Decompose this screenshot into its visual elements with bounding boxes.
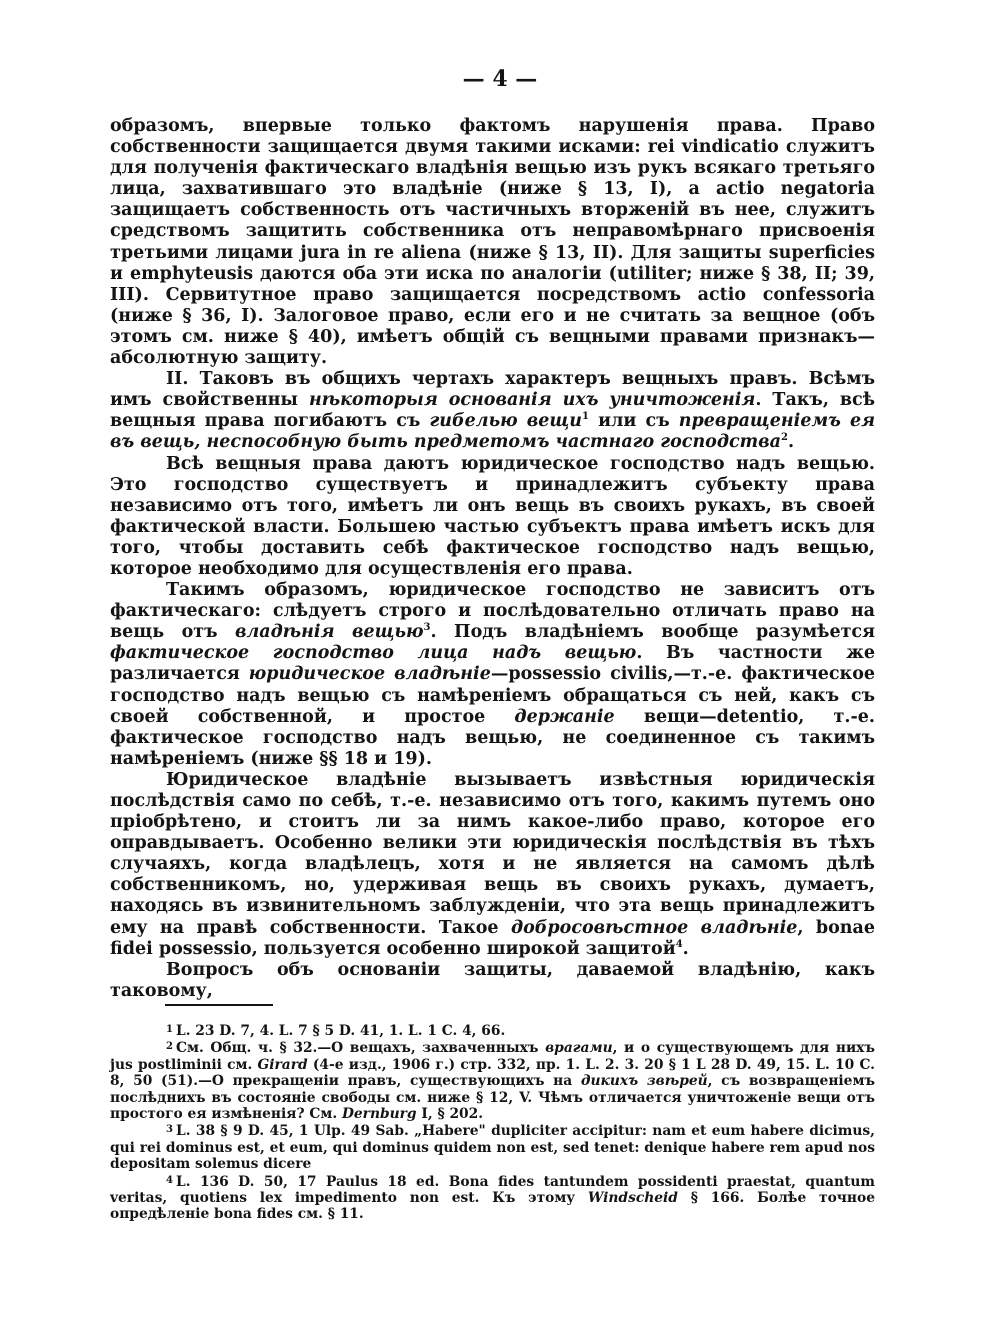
text-run: См. Общ. ч. § 32.—О вещахъ, захваченныхъ	[176, 1040, 546, 1057]
emphasis-text: владѣнія вещью	[234, 622, 424, 643]
footnote-ref: 4	[675, 938, 683, 950]
text-run: § 166. Болѣе точное опредѣленіе bona fides см. § 11.	[110, 1190, 875, 1223]
footnote	[110, 1122, 875, 1172]
text-run: или съ	[588, 411, 679, 432]
paragraph	[110, 580, 875, 770]
text-run: вещи—detentio, т.-е. фактическое господство надъ вещью, не соединенное съ такимъ намѣреніемъ (ниже §§ 18 и 19).	[110, 706, 875, 769]
text-run: Такимъ образомъ, юридическое господство не зависитъ отъ фактическаго: слѣдуетъ строго и послѣдовательно отличать право на вещь отъ	[110, 580, 875, 643]
footnote	[110, 1022, 875, 1039]
footnotes	[110, 1022, 875, 1223]
footnote-mark: 1	[166, 1024, 173, 1035]
emphasis-text: держаніе	[514, 706, 615, 727]
page-number: — 4 —	[462, 66, 538, 92]
footnote-ref: 2	[781, 432, 788, 444]
text-run: .	[682, 938, 689, 959]
emphasis-text: превращеніемъ ея въ вещь, неспособную быть предметомъ частнаго господства	[110, 411, 876, 453]
footnote-ref: 3	[423, 622, 431, 634]
text-run: , и о существующемъ для нихъ jus postliminii см.	[110, 1040, 875, 1073]
emphasis-text: Girard	[257, 1056, 308, 1073]
text-run: , съ возвращеніемъ послѣднихъ въ состояніе свободы см. ниже § 12, V. Чѣмъ отличается уничтоженіе вещи отъ простого ея измѣненія? См.	[110, 1073, 876, 1123]
emphasis-text: гибелью вещи	[429, 411, 582, 432]
text-run: II. Таковъ въ общихъ чертахъ характеръ вещныхъ правъ. Всѣмъ имъ свойственны	[110, 369, 875, 411]
text-run: L. 38 § 9 D. 45, 1 Ulp. 49 Sab. „Habere" dupliciter accipitur: nam et eum habere dicimus, qui rei dominus est, et eum, qui dominus quidem non est, sed tenet: denique habere rem apud nos depositam solemus dicere	[110, 1123, 875, 1173]
emphasis-text: фактическое господство лица надъ вещью	[110, 643, 637, 664]
footnote-separator	[165, 1004, 273, 1006]
text-run: . Въ частности же различается	[110, 643, 875, 685]
emphasis-text: Windscheid	[587, 1190, 678, 1207]
text-run: I, § 202.	[416, 1106, 484, 1123]
paragraph	[110, 369, 875, 453]
text-run: Вопросъ объ основаніи защиты, даваемой владѣнію, какъ таковому,	[110, 959, 875, 1001]
emphasis-text: юридическое владѣніе	[248, 664, 491, 685]
body-text	[110, 116, 875, 1002]
footnote-mark: 4	[166, 1174, 173, 1186]
text-run: .	[787, 432, 795, 453]
text-run: (4-е изд., 1906 г.) стр. 332, пр. 1. L. 2. 3. 20 § 1 L 28 D. 49, 15. L. 10 C. 8, 50 (51).—О прекращеніи правъ, существующихъ на	[110, 1056, 875, 1090]
paragraph	[110, 116, 875, 369]
text-run: . Подъ владѣніемъ вообще разумѣется	[430, 622, 876, 643]
text-run: Всѣ вещныя права даютъ юридическое господство надъ вещью. Это господство существуетъ и принадлежитъ субъекту права независимо отъ того, имѣетъ ли онъ вещь въ своихъ рукахъ, въ своей фактической власти. Большею частью субъектъ права имѣетъ искъ для того, чтобы доставить себѣ фактическое господство надъ вещью, которое необходимо для осуществленія его права.	[110, 453, 875, 579]
paragraph	[110, 770, 875, 960]
emphasis-text: врагами	[545, 1040, 613, 1057]
footnote-mark: 2	[166, 1041, 173, 1053]
emphasis-text: Dernburg	[341, 1106, 417, 1123]
text-run: образомъ, впервые только фактомъ нарушенія права. Право собственности защищается двумя такими исками: rei vindicatio служитъ для полученія фактическаго владѣнія вещью изъ рукъ всякаго третьяго лица, захватившаго это владѣніе (ниже § 13, I), а actio negatoria защищаетъ собственность отъ частичныхъ вторженій въ нее, служитъ средствомъ защитить собственника отъ неправомѣрнаго присвоенія третьими лицами jura in re aliena (ниже § 13, II). Для защиты superficies и emphyteusis даются оба эти иска по аналогіи (utiliter; ниже § 38, II; 39, III). Сервитутное право защищается посредствомъ actio confessoria (ниже § 36, I). Залоговое право, если его и не считать за вещное (объ этомъ см. ниже § 40), имѣетъ общій съ вещными правами признакъ—абсолютную защиту.	[110, 116, 875, 369]
paragraph	[110, 454, 875, 581]
text-run: . Такъ, всѣ вещныя права погибаютъ съ	[110, 390, 876, 432]
text-run: L. 136 D. 50, 17 Paulus 18 ed. Bona fides tantundem possidenti praestat, quantum veritas, quotiens lex impedimento non est. Къ этому	[110, 1173, 875, 1207]
emphasis-text: нѣкоторыя основанія ихъ уничтоженія	[308, 390, 756, 411]
footnote	[110, 1173, 875, 1223]
footnote-mark: 3	[166, 1124, 173, 1136]
emphasis-text: добросовѣстное владѣніе	[510, 917, 798, 938]
text-run: , bonae fidei possessio, пользуется особенно широкой защитой	[110, 917, 875, 959]
paragraph	[110, 960, 875, 1002]
text-run: Юридическое владѣніе вызываетъ извѣстныя юридическія послѣдствія само по себѣ, т.-е. независимо отъ того, какимъ путемъ оно пріобрѣтено, и стоитъ ли за нимъ какое-либо право, которое его оправдываетъ. Особенно велики эти юридическія послѣдствія въ тѣхъ случаяхъ, когда владѣлецъ, хотя и не является на самомъ дѣлѣ собственникомъ, но, удерживая вещь въ своихъ рукахъ, думаетъ, находясь въ извинительномъ заблужденіи, что эта вещь принадлежитъ ему на правѣ собственности. Такое	[110, 769, 875, 938]
text-run: L. 23 D. 7, 4. L. 7 § 5 D. 41, 1. L. 1 C. 4, 66.	[176, 1023, 506, 1039]
footnote	[110, 1039, 875, 1122]
text-run: —possessio civilis,—т.-е. фактическое господство надъ вещью съ намѣреніемъ обращаться съ ней, какъ съ своей собственной, и простое	[110, 664, 876, 727]
footnote-ref: 1	[582, 411, 589, 423]
emphasis-text: дикихъ звѣрей	[580, 1073, 708, 1090]
